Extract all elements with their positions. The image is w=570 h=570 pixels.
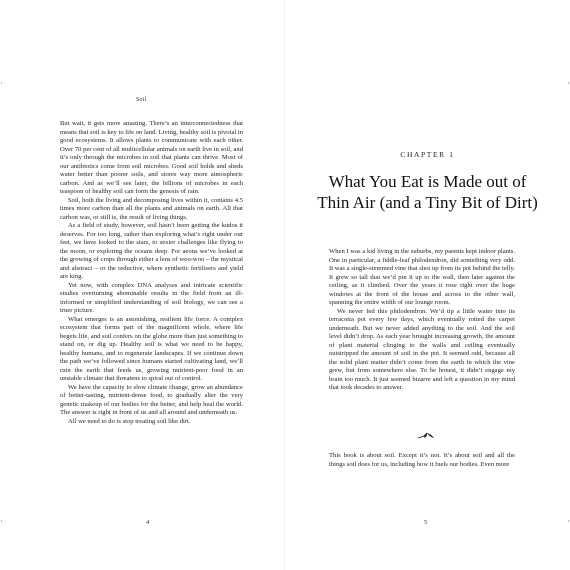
paragraph: All we need to do is stop treating soil like dirt. — [68, 417, 191, 425]
paragraph: What emerges is an astonishing, resilient life force. A complex ecosystem that forms part of the magnificent whole, where life begets life, and soil confers on the globe more than just something to stand on, or dig up. Healthy soil is what we need to be happy, healthy humans, and to regenerate landscapes. If we continue down the path we’ve followed since humans started cultivating land, we’ll ruin the earth that feeds us, growing nutrient-poor food in an unstable climate that threatens to spiral out of control. — [60, 315, 243, 382]
left-body-text — [60, 120, 243, 426]
chapter-label: CHAPTER 1 — [400, 150, 455, 159]
leaf-sprig-ornament-icon — [417, 430, 435, 440]
paragraph: As a field of study, however, soil hasn’t been getting the kudos it deserves. For too long, rather than exploring what’s right under our feet, we have looked to the stars, to sexier challenges like flying to the moon, or exploring the oceans deep. For aeons we’ve looked at the growing of crops through either a lens of woo-woo – the mystical and abstract – or the reductive, where synthetic fertilisers and yield are king. — [60, 222, 243, 280]
right-body-text — [329, 248, 515, 393]
page-number: 5 — [424, 519, 428, 526]
running-head: Soil — [136, 97, 147, 103]
paragraph: We have the capacity to slow climate change, grow an abundance of better-tasting, nutrient-dense food, to gradually alter the very genetic makeup of our bodies for the better, and help heal the world. The answer is right in front of us and all around and underneath us. — [60, 383, 243, 416]
paragraph: We never fed this philodendron. We’d tip a little water into its terracotta pot every few days, which eventually rotted the carpet underneath. But we never added anything to the soil. And the soil level didn’t drop. As each year brought increasing growth, the amount of plant material clinging to the walls and ceiling eventually outstripped the amount of soil in the pot. It seemed odd, because all the solid plant matter didn’t come from the earth in which the vine grew, but from somewhere else. To be honest, it didn’t engage my brain too much. It just seemed bizarre and left a question in my mind that took decades to answer. — [329, 307, 515, 391]
paragraph: Yet now, with complex DNA analyses and intricate scientific studies overturning abominable results in the field from an ill-informed or simplified understanding of soil biology, we can see a truer picture. — [60, 281, 243, 314]
chapter-title: What You Eat is Made out of Thin Air (and a Tiny Bit of Dirt) — [317, 172, 538, 212]
right-body-text-after-break — [329, 452, 515, 469]
right-page — [285, 0, 570, 570]
page-number: 4 — [146, 519, 150, 526]
paragraph: This book is about soil. Except it’s not. It’s about soil and all the things soil does for us, including how it fuels our bodies. Even more — [329, 452, 515, 468]
paragraph: Soil, both the living and decomposing lives within it, contains 4.5 times more carbon than all the plants and animals on earth. All that carbon was, or still is, the result of living things. — [60, 196, 243, 221]
paragraph: But wait, it gets more amazing. There’s an interconnectedness that means that soil is key to life on land. Living, healthy soil is pivotal in good ecosystems. It allows plants to communicate with each other. Over 70 per cent of all multicellular animals on earth live in soil, and it’s only through the microbes in soil that plants can thrive. Most of our antibiotics come from soil microbes. Good soil holds and sheds water better than poorer soils, and stores way more atmospheric carbon. And as we’ll see later, the billions of microbes in each teaspoon of healthy soil can form the genesis of rain. — [60, 120, 243, 195]
paragraph: When I was a kid living in the suburbs, my parents kept indoor plants. One in particular, a fiddle-leaf philodendron, did something very odd. It was a single-stemmed vine that shot up from its pot behind the telly. It grew so tall that we’d pin it up to the wall, then later against the ceiling, as it climbed. Over the years it rose right over the huge windows at the front of the house and across to the other wall, spanning the entire width of our lounge room. — [329, 248, 515, 306]
